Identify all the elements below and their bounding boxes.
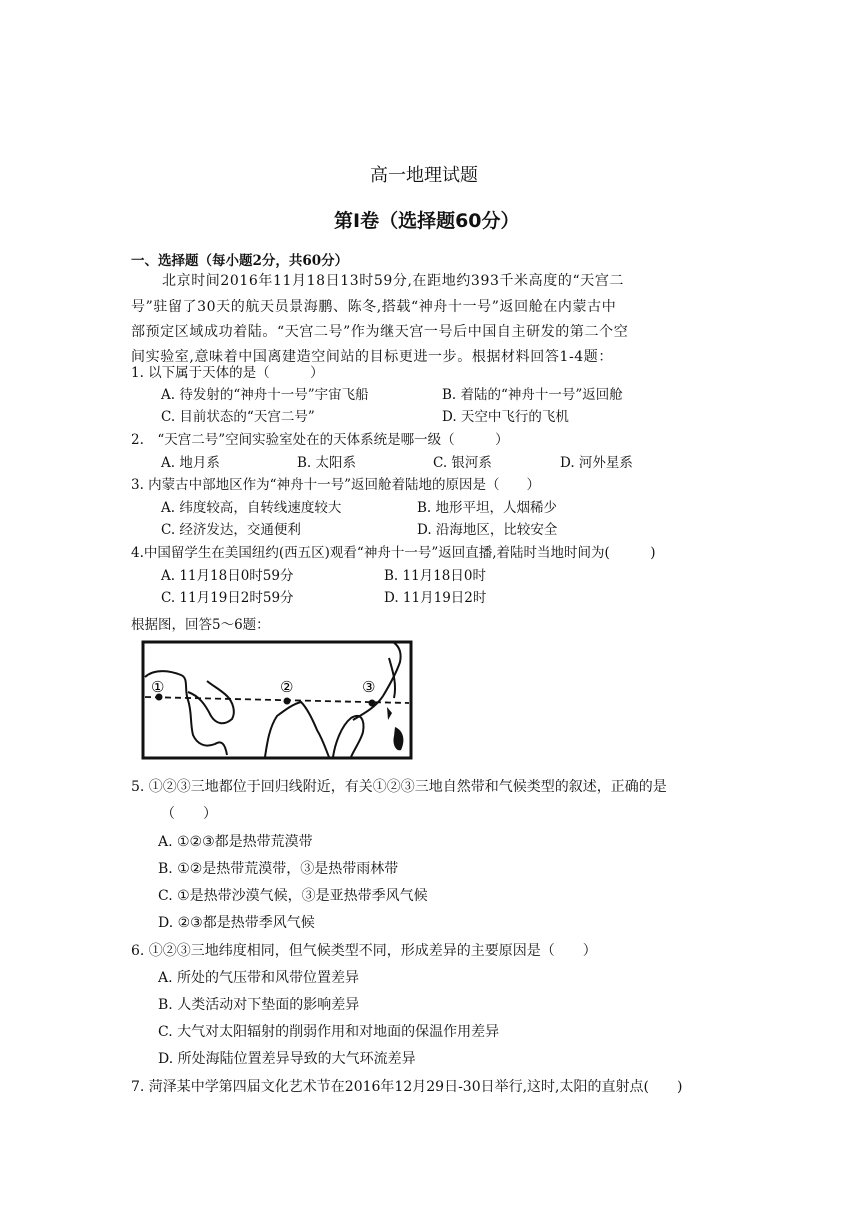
coastline-arabia bbox=[188, 681, 234, 723]
island-taiwan bbox=[387, 707, 392, 720]
location-label: ③ bbox=[362, 678, 376, 696]
location-label: ① bbox=[151, 678, 165, 696]
option-c: C. 大气对太阳辐射的削弱作用和对地面的保温作用差异 bbox=[158, 1024, 500, 1040]
location-point bbox=[284, 698, 291, 705]
question-stem: 7. 菏泽某中学第四届文化艺术节在2016年12月29日-30日举行,这时,太阳的直射点( ) bbox=[131, 1079, 683, 1095]
map-figure bbox=[141, 640, 413, 760]
option-b: B. 地形平坦，人烟稀少 bbox=[417, 500, 558, 516]
passage-line: 北京时间2016年11月18日13时59分,在距地约393千米高度的“天宫二 bbox=[162, 273, 625, 289]
passage-line: 号”驻留了30天的航天员景海鹏、陈冬,搭载“神舟十一号”返回舱在内蒙古中 bbox=[131, 299, 617, 315]
option-a: A. 所处的气压带和风带位置差异 bbox=[158, 970, 360, 986]
option-d: D. 河外星系 bbox=[560, 455, 633, 471]
volume-heading: 第Ⅰ卷（选择题60分） bbox=[334, 210, 520, 232]
question-stem: 1. 以下属于天体的是（ ） bbox=[131, 365, 324, 381]
option-b: B. 太阳系 bbox=[297, 455, 357, 471]
coastline-india bbox=[265, 702, 329, 757]
answer-blank: （ ） bbox=[161, 806, 217, 822]
passage-line: 间实验室,意味着中国离建造空间站的目标更进一步。根据材料回答1-4题： bbox=[131, 349, 613, 365]
option-a: A. 待发射的“神舟十一号”宇宙飞船 bbox=[161, 387, 369, 403]
option-a: A. 11月18日0时59分 bbox=[161, 568, 294, 584]
option-b: B. 11月18日0时 bbox=[384, 568, 486, 584]
question-stem: 5. ①②③三地都位于回归线附近，有关①②③三地自然带和气候类型的叙述，正确的是 bbox=[131, 779, 667, 795]
page-title: 高一地理试题 bbox=[370, 165, 478, 186]
question-stem: 6. ①②③三地纬度相同，但气候类型不同，形成差异的主要原因是（ ） bbox=[131, 943, 597, 959]
option-b: B. ①②是热带荒漠带，③是热带雨林带 bbox=[158, 861, 399, 877]
option-c: C. 经济发达，交通便利 bbox=[161, 522, 301, 538]
question-stem: 4.中国留学生在美国纽约(西五区)观看“神舟十一号”返回直播,着陆时当地时间为( ) bbox=[131, 545, 656, 561]
coastline-east-asia bbox=[353, 642, 401, 720]
option-c: C. 目前状态的“天宫二号” bbox=[161, 409, 315, 425]
option-c: C. 11月19日2时59分 bbox=[161, 590, 294, 606]
option-b: B. 着陆的“神舟十一号”返回舱 bbox=[442, 387, 623, 403]
section-heading: 一、选择题（每小题2分，共60分） bbox=[131, 253, 349, 269]
map-intro: 根据图，回答5～6题： bbox=[131, 617, 270, 633]
passage-line: 部预定区域成功着陆。“天宫二号”作为继天宫一号后中国自主研发的第二个空 bbox=[131, 324, 629, 340]
tropic-map bbox=[141, 640, 413, 760]
option-c: C. 银河系 bbox=[433, 455, 492, 471]
location-point bbox=[369, 700, 376, 707]
option-d: D. ②③都是热带季风气候 bbox=[158, 915, 315, 931]
option-d: D. 11月19日2时 bbox=[384, 590, 487, 606]
question-stem: 3. 内蒙古中部地区作为“神舟十一号”返回舱着陆地的原因是（ ） bbox=[131, 477, 540, 493]
location-label: ② bbox=[280, 678, 294, 696]
option-a: A. 纬度较高，自转线速度较大 bbox=[161, 500, 342, 516]
coastline-southeast-asia bbox=[333, 716, 364, 757]
option-a: A. ①②③都是热带荒漠带 bbox=[158, 834, 313, 850]
island-philippines bbox=[393, 727, 403, 750]
option-d: D. 天空中飞行的飞机 bbox=[442, 409, 569, 425]
option-b: B. 人类活动对下垫面的影响差异 bbox=[158, 997, 360, 1013]
option-d: D. 沿海地区，比较安全 bbox=[417, 522, 558, 538]
option-a: A. 地月系 bbox=[161, 455, 220, 471]
option-c: C. ①是热带沙漠气候，③是亚热带季风气候 bbox=[158, 888, 428, 904]
option-d: D. 所处海陆位置差异导致的大气环流差异 bbox=[158, 1051, 416, 1067]
question-stem: 2. “天宫二号”空间实验室处在的天体系统是哪一级（ ） bbox=[131, 432, 509, 448]
